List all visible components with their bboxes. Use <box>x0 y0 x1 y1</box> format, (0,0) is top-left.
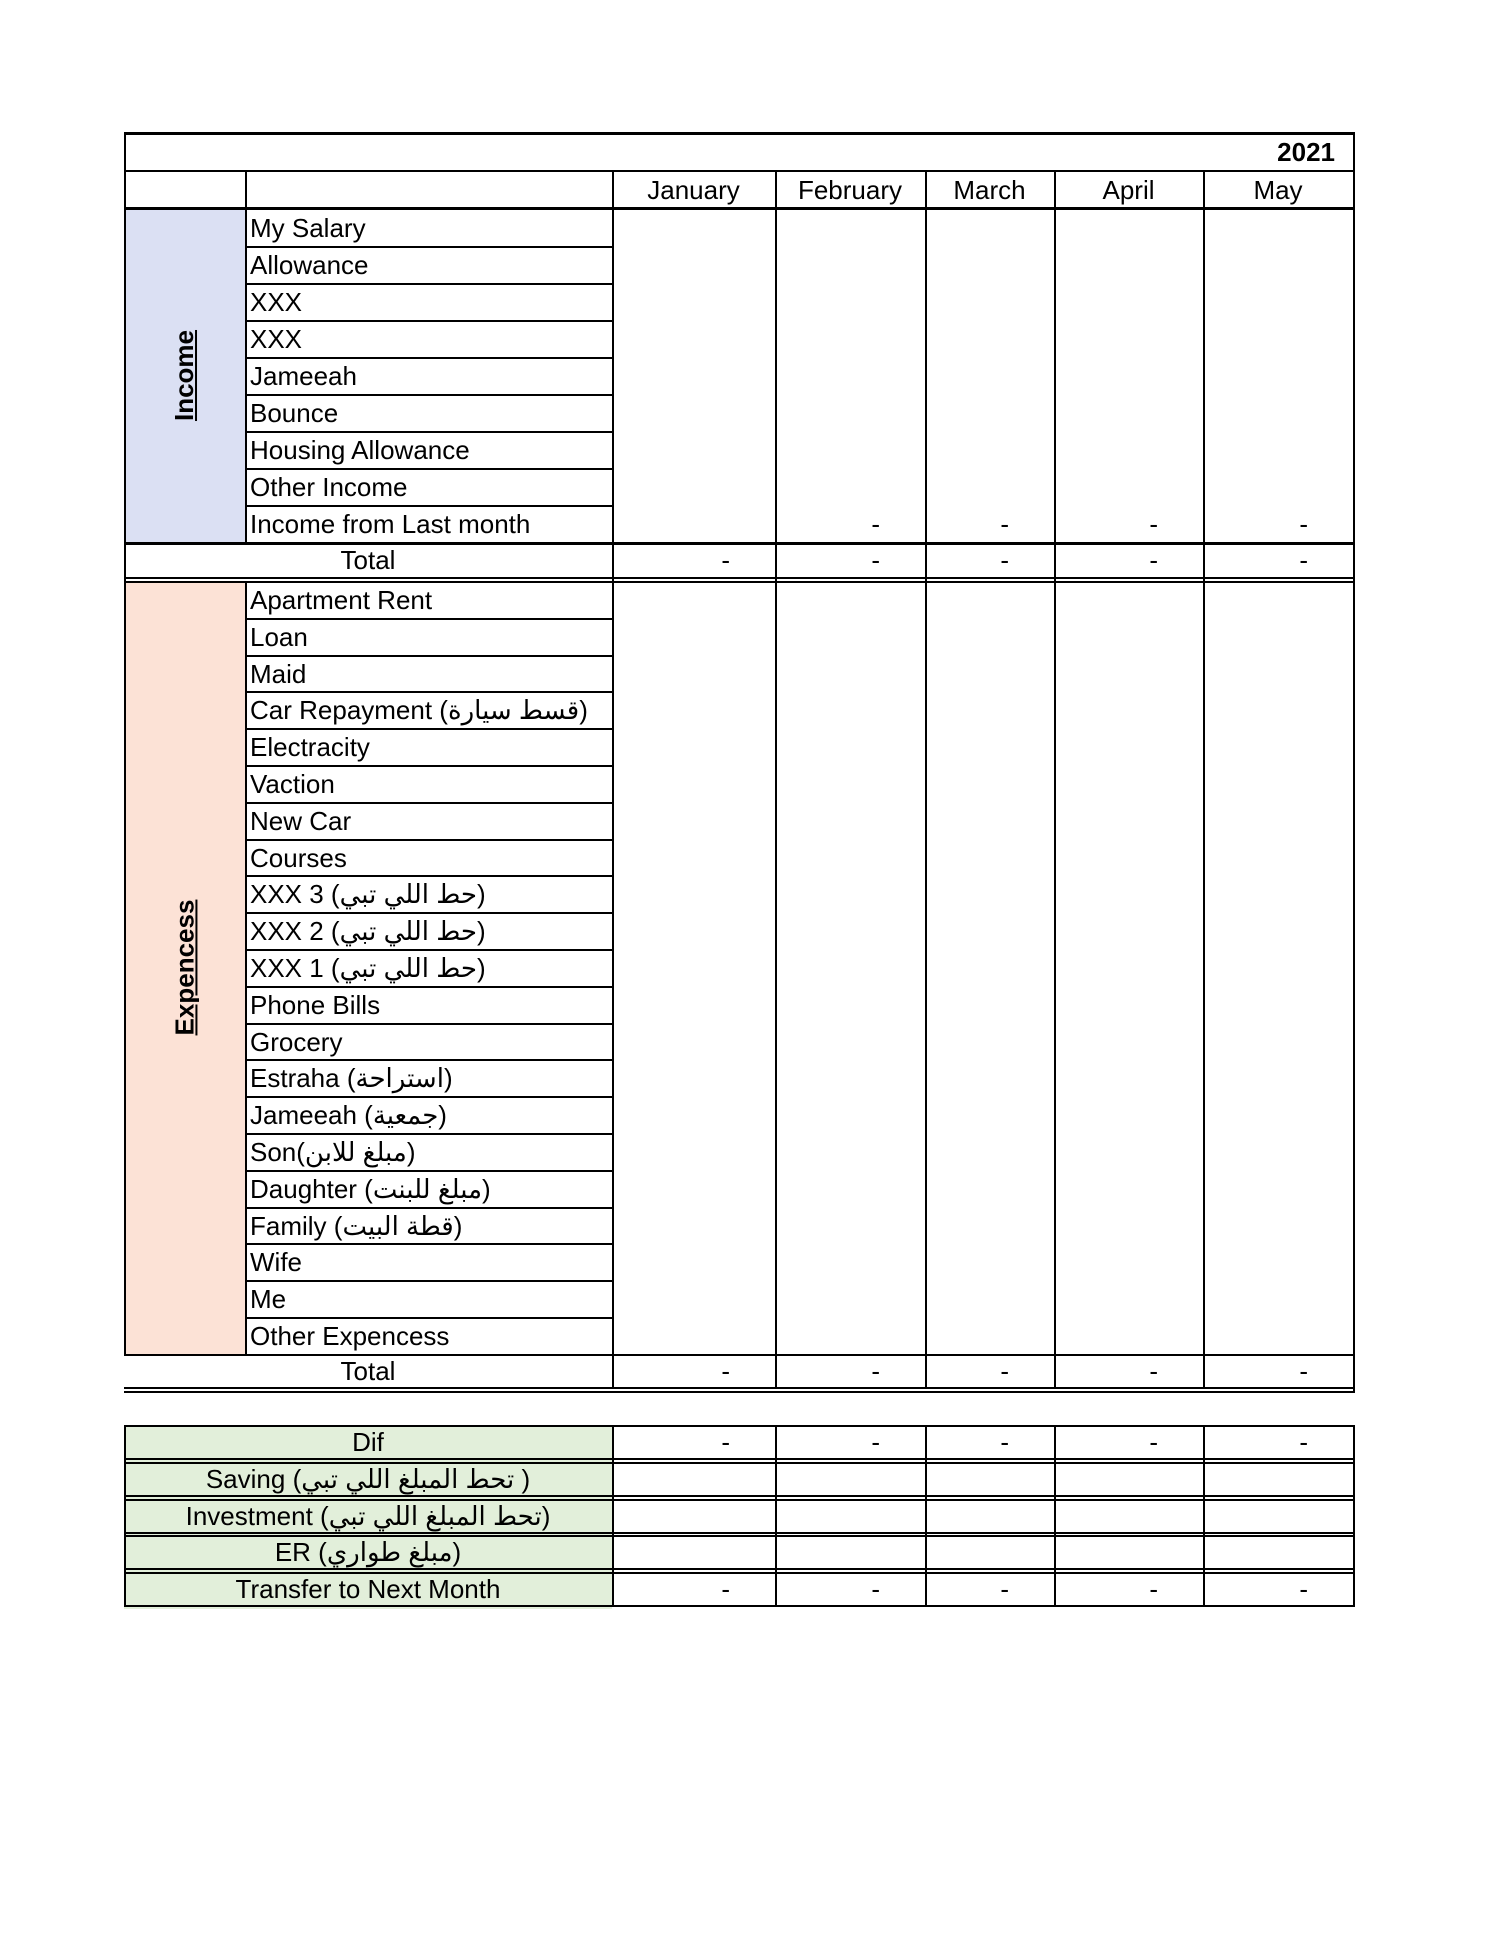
summary-row-value[interactable] <box>1203 1462 1353 1495</box>
grid-line-v <box>245 581 247 1354</box>
top-border <box>124 132 1353 135</box>
income-total-value[interactable]: - <box>871 544 880 575</box>
summary-row-value[interactable]: - <box>871 1426 880 1457</box>
grid-line-v <box>925 170 927 583</box>
income-row-label: Allowance <box>250 249 369 280</box>
expense-row-divider <box>245 986 612 988</box>
month-header-may: May <box>1253 174 1303 205</box>
summary-row-value[interactable]: - <box>1149 1426 1158 1457</box>
summary-row-value[interactable]: - <box>1299 1426 1308 1457</box>
expenses-section-text: Expencess <box>169 899 199 1036</box>
summary-row-bottom <box>124 1568 1353 1570</box>
income-last-month-value[interactable]: - <box>1299 508 1308 539</box>
income-row-label: Income from Last month <box>250 508 531 539</box>
expense-row-label: Family (قطة البيت) <box>250 1210 463 1241</box>
expense-row-divider <box>245 1170 612 1172</box>
grid-line-v <box>1353 581 1355 1393</box>
expense-row-divider <box>245 1133 612 1135</box>
grid-line-v <box>1353 1425 1355 1607</box>
income-section-text: Income <box>169 329 199 422</box>
expense-row-divider <box>245 949 612 951</box>
year-label: 2021 <box>1277 137 1335 167</box>
grid-line-v <box>1054 1425 1056 1607</box>
income-row-label: Jameeah <box>250 360 357 391</box>
summary-row-value[interactable] <box>612 1499 775 1532</box>
grid-line-h <box>124 1387 1353 1389</box>
grid-line-v <box>1054 581 1056 1387</box>
income-row-label: My Salary <box>250 212 366 243</box>
summary-row-value[interactable]: - <box>1000 1573 1009 1604</box>
expense-row-label: Loan <box>250 621 308 652</box>
summary-row-value[interactable] <box>925 1535 1054 1568</box>
grid-line-h <box>124 1391 1353 1393</box>
summary-row-value[interactable] <box>775 1535 925 1568</box>
expenses-total-value[interactable]: - <box>871 1355 880 1386</box>
expense-row-divider <box>245 618 612 620</box>
income-row-label: Housing Allowance <box>250 434 470 465</box>
grid-line-v <box>612 581 614 1387</box>
summary-row-value[interactable] <box>1054 1535 1203 1568</box>
summary-row-value[interactable] <box>925 1499 1054 1532</box>
income-row-label: XXX <box>250 323 303 354</box>
grid-line-v <box>124 1425 126 1607</box>
income-row-divider <box>245 246 612 248</box>
income-row-label: Other Income <box>250 471 408 502</box>
summary-row-value[interactable] <box>1203 1499 1353 1532</box>
summary-row-value[interactable] <box>925 1462 1054 1495</box>
summary-row-value[interactable]: - <box>1149 1573 1158 1604</box>
expense-row-label: New Car <box>250 805 352 836</box>
summary-row-value[interactable] <box>612 1535 775 1568</box>
summary-row-label: Dif <box>352 1426 384 1457</box>
summary-row-value[interactable]: - <box>1299 1573 1308 1604</box>
income-total-value[interactable]: - <box>1000 544 1009 575</box>
grid-line-v <box>1054 170 1056 583</box>
expense-row-divider <box>245 728 612 730</box>
summary-row-value[interactable]: - <box>1000 1426 1009 1457</box>
summary-row-bottom <box>124 1495 1353 1497</box>
summary-row-value[interactable]: - <box>721 1426 730 1457</box>
grid-line-v <box>612 170 614 583</box>
income-section-label <box>124 209 245 542</box>
expense-row-divider <box>245 875 612 877</box>
income-row-divider <box>245 431 612 433</box>
expense-row-divider <box>245 912 612 914</box>
expense-row-label: Electracity <box>250 731 370 762</box>
expense-row-divider <box>245 1280 612 1282</box>
grid-line-v <box>124 581 126 1354</box>
income-last-month-value[interactable]: - <box>1149 508 1158 539</box>
expenses-total-value[interactable]: - <box>1299 1355 1308 1386</box>
grid-line-v <box>612 1425 614 1607</box>
expense-row-divider <box>245 839 612 841</box>
expenses-section-label <box>124 581 245 1354</box>
summary-row-value[interactable] <box>1054 1462 1203 1495</box>
summary-row-bottom <box>124 1458 1353 1460</box>
summary-row-label: Transfer to Next Month <box>235 1573 501 1604</box>
month-header-april: April <box>1102 174 1155 205</box>
income-row-divider <box>245 283 612 285</box>
income-row-divider <box>245 320 612 322</box>
grid-line-v <box>925 1425 927 1607</box>
income-row-divider <box>245 357 612 359</box>
grid-line-v <box>124 132 126 583</box>
expense-row-label: XXX 3 (حط اللي تبي) <box>250 878 486 909</box>
grid-line-v <box>245 170 247 542</box>
month-header-february: February <box>797 174 903 205</box>
expenses-total-value[interactable]: - <box>721 1355 730 1386</box>
summary-row-label: ER (مبلغ طواري) <box>274 1536 462 1567</box>
expense-row-divider <box>245 802 612 804</box>
income-row-label: Bounce <box>250 397 339 428</box>
month-header-january: January <box>647 174 740 205</box>
expense-row-label: Me <box>250 1283 287 1314</box>
grid-line-v <box>775 1425 777 1607</box>
expense-row-label: Maid <box>250 658 307 689</box>
income-total-label: Total <box>340 544 396 575</box>
income-row-label: XXX <box>250 286 303 317</box>
summary-row-bottom <box>124 1532 1353 1534</box>
expense-row-label: Jameeah (جمعية) <box>250 1099 447 1130</box>
month-header-march: March <box>953 174 1026 205</box>
expense-row-label: Phone Bills <box>250 989 381 1020</box>
expense-row-label: Courses <box>250 842 347 873</box>
expense-row-divider <box>245 1207 612 1209</box>
grid-line-v <box>925 581 927 1387</box>
expense-row-divider <box>245 1243 612 1245</box>
income-total-value[interactable]: - <box>1149 544 1158 575</box>
summary-row-value[interactable] <box>1203 1535 1353 1568</box>
grid-line-v <box>775 170 777 583</box>
expense-row-label: Car Repayment (قسط سيارة) <box>250 694 588 725</box>
grid-line-v <box>1203 581 1205 1387</box>
income-last-month-value[interactable]: - <box>871 508 880 539</box>
expense-row-label: Apartment Rent <box>250 584 433 615</box>
expense-row-divider <box>245 655 612 657</box>
expense-row-divider <box>245 691 612 693</box>
income-last-month-value[interactable]: - <box>1000 508 1009 539</box>
income-last-month-value[interactable] <box>612 505 775 542</box>
summary-row-label: Investment (تحط المبلغ اللي تبي) <box>185 1500 551 1531</box>
expenses-total-value[interactable]: - <box>1000 1355 1009 1386</box>
grid-line-h <box>124 577 1353 579</box>
grid-line-v <box>1353 132 1355 583</box>
expense-row-divider <box>245 1096 612 1098</box>
summary-row-label: Saving (تحط المبلغ اللي تبي ) <box>205 1463 531 1494</box>
income-total-value[interactable]: - <box>1299 544 1308 575</box>
summary-row-value[interactable]: - <box>871 1573 880 1604</box>
expense-row-label: Estraha (استراحة) <box>250 1062 453 1093</box>
income-row-divider <box>245 394 612 396</box>
expense-row-label: XXX 2 (حط اللي تبي) <box>250 915 486 946</box>
expense-row-divider <box>245 1059 612 1061</box>
expense-row-label: Grocery <box>250 1026 343 1057</box>
summary-row-value[interactable]: - <box>721 1573 730 1604</box>
expense-row-label: Other Expencess <box>250 1320 450 1351</box>
expense-row-label: Son(مبلغ للابن) <box>250 1136 416 1167</box>
summary-row-bottom <box>124 1605 1353 1607</box>
summary-row-value[interactable] <box>612 1462 775 1495</box>
expense-row-label: XXX 1 (حط اللي تبي) <box>250 952 486 983</box>
grid-line-v <box>1203 1425 1205 1607</box>
income-row-divider <box>245 468 612 470</box>
grid-line-v <box>1203 170 1205 583</box>
income-total-value[interactable]: - <box>721 544 730 575</box>
expense-row-divider <box>245 765 612 767</box>
expense-row-divider <box>245 1317 612 1319</box>
expense-row-label: Wife <box>250 1246 302 1277</box>
expenses-total-label: Total <box>340 1355 396 1386</box>
expense-row-divider <box>245 1023 612 1025</box>
expenses-total-value[interactable]: - <box>1149 1355 1158 1386</box>
summary-row-value[interactable] <box>1054 1499 1203 1532</box>
summary-row-value[interactable] <box>775 1462 925 1495</box>
grid-line-v <box>775 581 777 1387</box>
summary-row-value[interactable] <box>775 1499 925 1532</box>
expense-row-label: Daughter (مبلغ للبنت) <box>250 1173 491 1204</box>
income-row-divider <box>245 505 612 507</box>
expense-row-label: Vaction <box>250 768 335 799</box>
